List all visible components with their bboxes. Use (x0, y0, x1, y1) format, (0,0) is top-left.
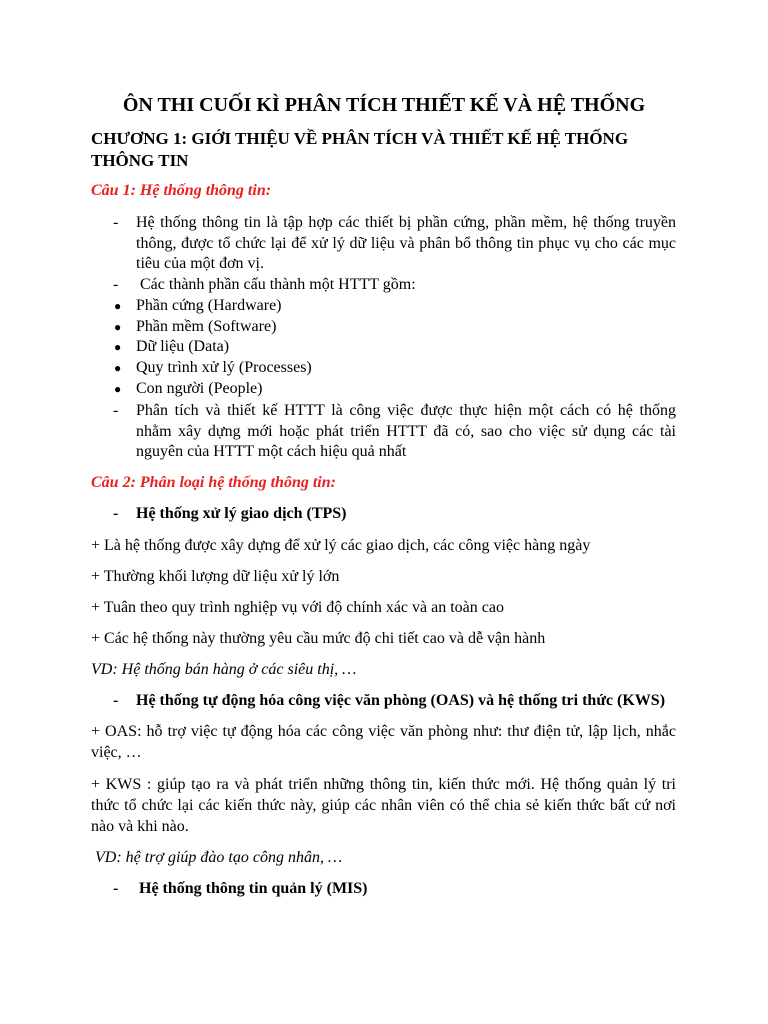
tps-point: + Thường khối lượng dữ liệu xử lý lớn (91, 568, 340, 585)
q1-paragraph-3-line-2: nhằm xây dựng mới hoặc phát triển HTTT đã có, sao cho việc sử dụng các tài (136, 423, 676, 440)
q1-paragraph-1-line-1: Hệ thống thông tin là tập hợp các thiết bị phần cứng, phần mềm, hệ thống truyền (136, 214, 676, 231)
question-2-heading: Câu 2: Phân loại hệ thống thông tin: (91, 474, 336, 491)
kws-point-line-1: + KWS : giúp tạo ra và phát triển những thông tin, kiến thức mới. Hệ thống quản lý tri (91, 776, 676, 793)
bullet-marker: ● (114, 340, 122, 354)
oas-kws-heading: Hệ thống tự động hóa công việc văn phòng (OAS) và hệ thống tri thức (KWS) (136, 692, 666, 709)
dash-marker: - (113, 505, 119, 522)
component-item: Phần cứng (Hardware) (136, 297, 282, 314)
dash-marker: - (113, 276, 119, 293)
q1-paragraph-2: Các thành phần cấu thành một HTTT gồm: (136, 276, 416, 293)
kws-point-line-2: thức tổ chức lại các kiến thức này, giúp các nhân viên có thể chia sẻ kiến thức bất cứ nơi (91, 797, 676, 814)
tps-point: + Là hệ thống được xây dựng để xử lý các giao dịch, các công việc hàng ngày (91, 537, 591, 554)
dash-marker: - (113, 880, 119, 897)
bullet-marker: ● (114, 382, 122, 396)
component-item: Phần mềm (Software) (136, 318, 277, 335)
oas-point-line-1: + OAS: hỗ trợ việc tự động hóa các công việc văn phòng như: thư điện tử, lập lịch, nhắc (91, 723, 676, 740)
tps-point: + Tuân theo quy trình nghiệp vụ với độ chính xác và an toàn cao (91, 599, 504, 616)
component-item: Con người (People) (136, 380, 263, 397)
tps-example: VD: Hệ thống bán hàng ở các siêu thị, … (91, 661, 357, 678)
bullet-marker: ● (114, 361, 122, 375)
dash-marker: - (113, 402, 119, 419)
question-1-heading: Câu 1: Hệ thống thông tin: (91, 182, 272, 199)
component-item: Dữ liệu (Data) (136, 338, 230, 355)
component-item: Quy trình xử lý (Processes) (136, 359, 312, 376)
q1-paragraph-1-line-2: thông, được tổ chức lại để xử lý dữ liệu và phân bổ thông tin phục vụ cho các mục (136, 235, 676, 252)
dash-marker: - (113, 692, 119, 709)
document-title: ÔN THI CUỐI KÌ PHÂN TÍCH THIẾT KẾ VÀ HỆ THỐNG (122, 94, 646, 116)
dash-marker: - (113, 214, 119, 231)
kws-point-line-3: nào và khi nào. (91, 818, 189, 835)
tps-point: + Các hệ thống này thường yêu cầu mức độ chi tiết cao và dễ vận hành (91, 630, 546, 647)
q1-paragraph-3-line-3: nguyên của HTTT một cách hiệu quả nhất (136, 443, 407, 460)
bullet-marker: ● (114, 320, 122, 334)
oas-example: VD: hệ trợ giúp đào tạo công nhân, … (91, 849, 343, 866)
tps-heading: Hệ thống xử lý giao dịch (TPS) (136, 505, 347, 522)
oas-point-line-2: việc, … (91, 744, 142, 761)
bullet-marker: ● (114, 299, 122, 313)
q1-paragraph-1-line-3: tiêu của một đơn vị. (136, 255, 264, 272)
chapter-heading: CHƯƠNG 1: GIỚI THIỆU VỀ PHÂN TÍCH VÀ THIẾT KẾ HỆ THỐNG THÔNG TIN (91, 129, 629, 170)
mis-heading: Hệ thống thông tin quản lý (MIS) (139, 880, 368, 897)
q1-paragraph-3-line-1: Phân tích và thiết kế HTTT là công việc được thực hiện một cách có hệ thống (136, 402, 676, 419)
